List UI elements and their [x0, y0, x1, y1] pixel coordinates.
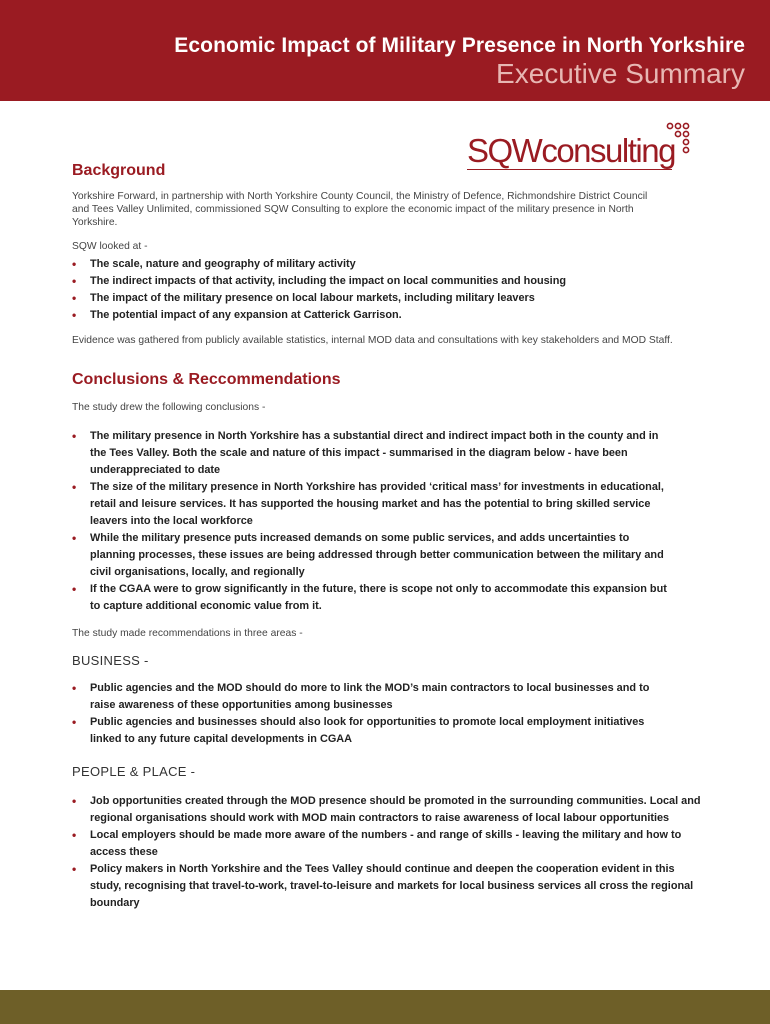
logo-brand: SQW [467, 132, 542, 169]
logo-suffix: consulting [541, 132, 675, 169]
list-item: • Public agencies and businesses should also look for opportunities to promote local employment initiatives linked to any future capital developments in CGAA [72, 714, 672, 748]
evidence-text: Evidence was gathered from publicly available statistics, internal MOD data and consultations with key stakeholders and MOD Staff. [72, 335, 673, 346]
header-banner [0, 0, 770, 101]
list-item: • The impact of the military presence on local labour markets, including military leavers [72, 290, 712, 307]
conclusions-intro: The study drew the following conclusions - [72, 402, 266, 413]
people-place-heading: PEOPLE & PLACE - [72, 764, 196, 779]
footer-bar [0, 990, 770, 1024]
list-item: • The military presence in North Yorkshire has a substantial direct and indirect impact both in the county and in the Tees Valley. Both the scale and nature of this impact - summarised in the diagram below - have been underappreciated to date [72, 428, 672, 479]
business-list [72, 680, 672, 748]
list-item: • If the CGAA were to grow significantly in the future, there is scope not only to accommodate this expansion but to capture additional economic value from it. [72, 581, 672, 615]
background-list [72, 256, 712, 324]
list-item: • Local employers should be made more aware of the numbers - and range of skills - leaving the military and how to access these [72, 827, 702, 861]
logo-dots-icon [665, 122, 695, 162]
list-item: • The potential impact of any expansion at Catterick Garrison. [72, 307, 712, 324]
list-item: • The indirect impacts of that activity, including the impact on local communities and housing [72, 273, 712, 290]
people-place-list [72, 793, 702, 912]
list-item: • Public agencies and the MOD should do more to link the MOD’s main contractors to local businesses and to raise awareness of these opportunities among businesses [72, 680, 672, 714]
conclusions-heading: Conclusions & Reccommendations [72, 371, 341, 388]
business-heading: BUSINESS - [72, 653, 149, 668]
looked-at-label: SQW looked at - [72, 241, 148, 252]
content [72, 160, 712, 912]
background-heading: Background [72, 162, 166, 179]
conclusions-list [72, 428, 672, 615]
background-intro: Yorkshire Forward, in partnership with North Yorkshire County Council, the Ministry of Defence, Richmondshire District Council and Tees Valley Unlimited, commissioned SQW Consulting to explore the economic impact of the military presence in North Yorkshire. [72, 191, 648, 228]
document-title: Economic Impact of Military Presence in North Yorkshire [174, 34, 745, 57]
document-subtitle: Executive Summary [496, 58, 745, 89]
list-item: • Job opportunities created through the MOD presence should be promoted in the surrounding communities. Local and regional organisations should work with MOD main contractors to raise awareness of local labour opportunities [72, 793, 702, 827]
list-item: • The size of the military presence in North Yorkshire has provided ‘critical mass’ for investments in educational, retail and leisure services. It has supported the housing market and has the potential to bring skilled service leavers into the local workforce [72, 479, 672, 530]
list-item: • The scale, nature and geography of military activity [72, 256, 712, 273]
list-item: • While the military presence puts increased demands on some public services, and adds uncertainties to planning processes, these issues are being addressed through better communication between the military and civil organisations, locally, and regionally [72, 530, 672, 581]
recommendations-intro: The study made recommendations in three areas - [72, 628, 303, 639]
list-item: • Policy makers in North Yorkshire and the Tees Valley should continue and deepen the cooperation evident in this study, recognising that travel-to-work, travel-to-leisure and markets for local business services all cross the regional boundary [72, 861, 702, 912]
